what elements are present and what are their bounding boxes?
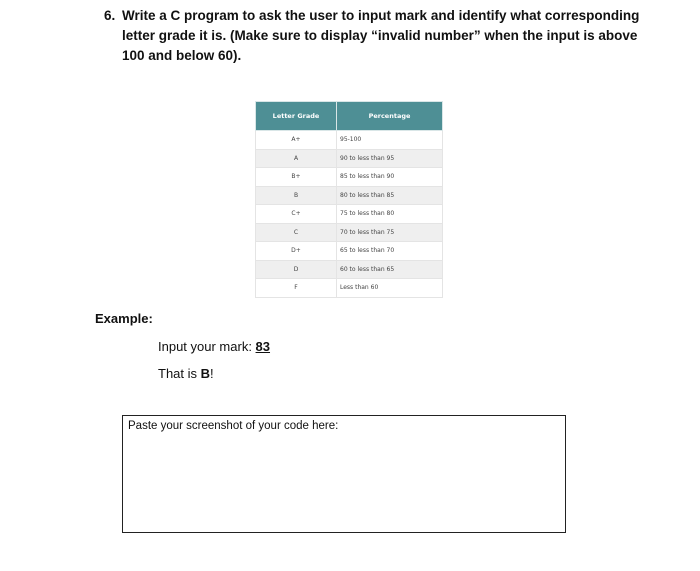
grade-cell: B — [256, 186, 337, 205]
header-percentage: Percentage — [337, 102, 443, 131]
table-row — [256, 149, 443, 168]
range-cell: 95-100 — [337, 131, 443, 150]
grade-table-header-row — [256, 102, 443, 131]
result-prefix: That is — [158, 366, 201, 381]
table-row — [256, 131, 443, 150]
example-result-line — [158, 366, 214, 381]
table-row — [256, 260, 443, 279]
range-cell: 60 to less than 65 — [337, 260, 443, 279]
range-cell: 75 to less than 80 — [337, 205, 443, 224]
grade-cell: B+ — [256, 168, 337, 187]
header-letter-grade: Letter Grade — [256, 102, 337, 131]
table-row — [256, 205, 443, 224]
paste-box-label: Paste your screenshot of your code here: — [128, 420, 339, 432]
table-row — [256, 186, 443, 205]
input-value: 83 — [255, 339, 271, 354]
range-cell: 85 to less than 90 — [337, 168, 443, 187]
table-row — [256, 242, 443, 261]
grade-cell: D+ — [256, 242, 337, 261]
range-cell: 70 to less than 75 — [337, 223, 443, 242]
result-suffix: ! — [210, 366, 214, 381]
table-row — [256, 168, 443, 187]
grade-cell: C+ — [256, 205, 337, 224]
table-row — [256, 279, 443, 298]
grade-cell: A — [256, 149, 337, 168]
range-cell: 80 to less than 85 — [337, 186, 443, 205]
question — [104, 6, 644, 66]
range-cell: 90 to less than 95 — [337, 149, 443, 168]
example-input-line — [158, 339, 270, 354]
range-cell: 65 to less than 70 — [337, 242, 443, 261]
grade-cell: C — [256, 223, 337, 242]
grade-table — [255, 101, 443, 298]
table-row — [256, 223, 443, 242]
grade-cell: A+ — [256, 131, 337, 150]
result-grade: B — [200, 366, 211, 381]
grade-cell: F — [256, 279, 337, 298]
input-prompt: Input your mark: — [158, 339, 256, 354]
grade-cell: D — [256, 260, 337, 279]
paste-screenshot-box[interactable] — [122, 415, 566, 533]
example-label: Example: — [95, 311, 153, 326]
range-cell: Less than 60 — [337, 279, 443, 298]
question-number: 6. — [104, 8, 116, 23]
question-text: Write a C program to ask the user to input mark and identify what corresponding letter grade it is. (Make sure to display “invalid number” when the input is above 100 and below 60). — [122, 8, 640, 63]
